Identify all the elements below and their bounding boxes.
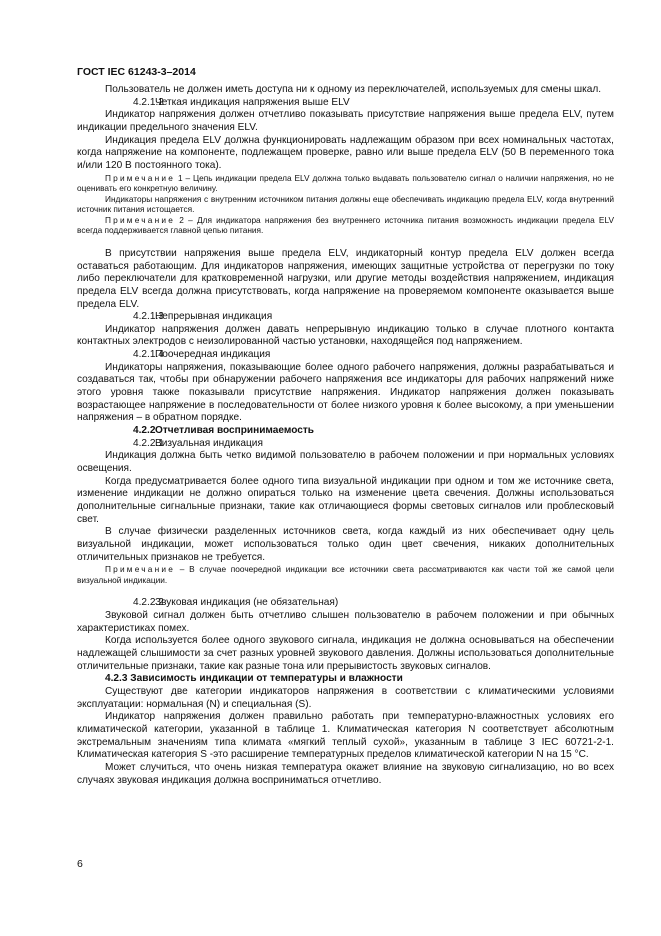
paragraph: Индикатор напряжения должен отчетливо показывать присутствие напряжения выше предела ELV, путем индикации предельного значения ELV. [77,109,614,133]
paragraph: Может случиться, что очень низкая температура окажет влияние на звуковую сигнализацию, но во всех случаях звуковая индикация должна восприниматься отчетливо. [77,761,614,786]
note-text: – В случае поочередной индикации все источники света рассматриваются как части той же самой цели визуальной индикации. [77,564,614,585]
section-title: Зависимость индикации от температуры и влажности [130,673,403,685]
paragraph: Индикатор напряжения должен правильно работать при температурно-влажностных условиях его климатической категории, указанной в таблице 1. Климатическая категория N соответствует абсолютным экстремальным значениям типа климата «мягкий теплый сухой», указанным в таблице 3 IEC 60721-2-1. Климатическая категория S -это расширение температурных пределов климатической категории N на 15 °С. [77,711,614,761]
section-heading-4-2-2-2 [77,597,614,610]
section-title: Непрерывная индикация [155,311,273,323]
section-title: Четкая индикация напряжения выше ELV [155,96,350,108]
paragraph: Индикатор напряжения должен давать непрерывную индикацию только в случае плотного контакта контактных электродов с неизолированной частью установки, находящейся под напряжением. [77,323,614,348]
section-number: 4.2.1.3 [133,311,164,323]
section-number: 4.2.3 [105,673,128,685]
paragraph: В присутствии напряжения выше предела ELV, индикаторный контур предела ELV должен всегда оставаться работающим. Для индикаторов напряжения, имеющих защитные устройства от перегрузки по току либо переключатели для кратковременной нагрузки, или другие методы воздействия напряжением, индикация предела ELV всегда должна присутствовать, когда напряжение на проверяемом компоненте оказывается выше предела ELV. [77,247,614,310]
paragraph: Звуковой сигнал должен быть отчетливо слышен пользователю в рабочем положении и при обычных характеристиках помех. [77,610,614,634]
note-3 [77,564,614,585]
paragraph: Когда используется более одного звукового сигнала, индикация не должна основываться на обеспечении надлежащей слышимости за счет разных уровней звукового давления. Должны использоваться дополнительные отличительные признаки, такие как разные тона или прерывистость звуковых сигналов. [77,635,614,672]
paragraph: Пользователь не должен иметь доступа ни к одному из переключателей, используемых для смены шкал. [105,84,602,95]
note-label: Примечание [105,214,176,225]
section-number: 4.2.2.2 [133,597,164,609]
section-title: Отчетливая воспринимаемость [155,425,314,437]
section-number: 4.2.2 [133,425,156,437]
paragraph: Индикация должна быть четко видимой пользователю в рабочем положении и при нормальных условиях освещения. [77,450,614,475]
section-heading-4-2-2-1 [77,438,614,451]
document-body [77,84,614,787]
paragraph: Существуют две категории индикаторов напряжения в соответствии с климатическими условиями эксплуатации: нормальная (N) и специальная (S). [77,685,614,710]
paragraph: Когда предусматривается более одного типа визуальной индикации при одном и том же источнике света, изменение индикации не должно опираться только на изменение цвета свечения. Должны использоваться дополнительные сигнальные признаки, такие как отличающиеся формы световых сигналов или проблесковый свет. [77,475,614,525]
section-title: Визуальная индикация [155,437,263,449]
note-2 [77,215,614,236]
page-number: 6 [77,858,83,870]
section-number: 4.2.1.2 [133,96,164,108]
document-header: ГОСТ IEC 61243-3–2014 [77,66,196,78]
note-1 [77,173,614,194]
section-title: Звуковая индикация (не обязательная) [155,597,339,609]
paragraph: Индикация предела ELV должна функционировать надлежащим образом при всех номинальных частотах, когда напряжение на компоненте, подлежащем проверке, равно или выше предела ELV (50 В переменного тока и/или 120 В постоянного тока). [77,134,614,171]
note-label: Примечание [105,172,176,183]
section-number: 4.2.2.1 [133,437,164,449]
section-heading-4-2-3 [77,673,614,686]
note-label: Примечание [105,564,176,575]
note-text: 1 – Цепь индикации предела ELV должна только выдавать пользователю сигнал о наличии напряжения, но не оценивать его конкретную величину. [77,172,614,194]
section-heading-4-2-1-4 [77,349,614,362]
paragraph: В случае физически разделенных источников света, когда каждый из них обеспечивает одну цель визуальной индикации, может использоваться только один цвет свечения, никаких дополнительных отличительных признаков не требуется. [77,526,614,563]
section-number: 4.2.1.4 [133,349,164,361]
paragraph: Индикаторы напряжения, показывающие более одного рабочего напряжения, должны разрабатываться и создаваться так, чтобы при обнаружении рабочего напряжения все индикаторы для рабочих напряжений ниже этого уровня также показывали присутствие напряжения. Индикатор напряжения должен показывать возрастающее напряжение в последовательности от более низкого уровня к более высокому, а при уменьшении напряжения – в обратном порядке. [77,361,614,424]
section-title: Поочередная индикация [155,349,271,361]
section-heading-4-2-1-2 [77,97,614,110]
section-heading-4-2-2 [77,425,614,438]
section-heading-4-2-1-3 [77,311,614,324]
note-text: 2 – Для индикатора напряжения без внутреннего источника питания возможность индикации предела ELV всегда поддерживается главной цепью питания. [77,214,615,236]
note-1-continuation: Индикаторы напряжения с внутренним источником питания должны еще обеспечивать индикацию предела ELV, когда внутренний источник питания истощается. [77,193,614,215]
